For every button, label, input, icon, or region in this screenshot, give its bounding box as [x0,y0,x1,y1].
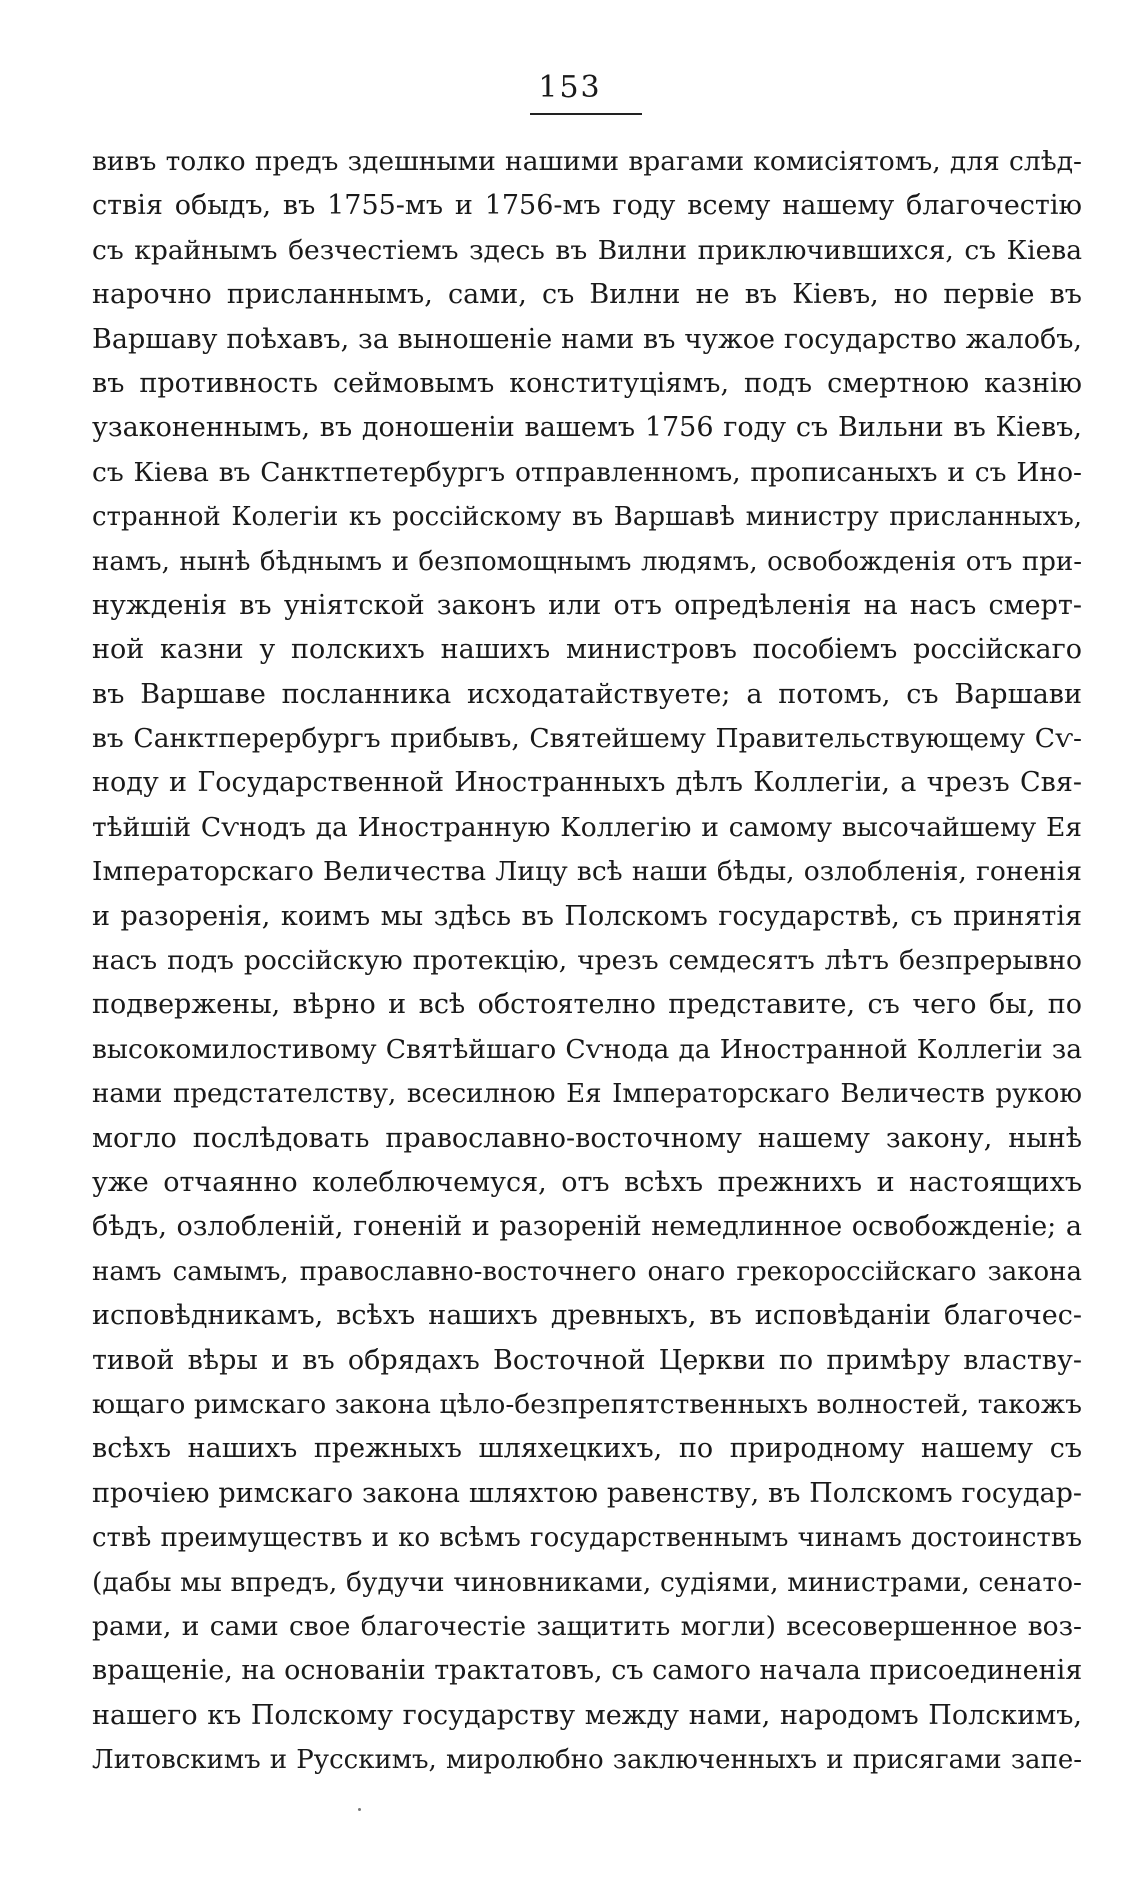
text-line: Варшаву поѣхавъ, за выношеніе нами въ чужое государство жалобъ, [92,323,1082,355]
text-line: могло послѣдовать православно-восточному нашему закону, нынѣ [92,1122,1082,1154]
text-line: намъ самымъ, православно-восточнего онаго грекороссійскаго закона [92,1256,1082,1287]
text-line: высокомилостивому Святѣйшаго Сѵнода да Иностранной Коллегіи за [92,1033,1082,1065]
text-line: нашего къ Полскому государству между нами, народомъ Полскимъ, [92,1699,1082,1731]
text-line: исповѣдникамъ, всѣхъ нашихъ древныхъ, въ исповѣданіи благочес- [92,1300,1082,1332]
text-line: въ Санктперербургъ прибывъ, Святейшему Правительствующему Сѵ- [92,723,1082,755]
text-line: Імператорскаго Величества Лицу всѣ наши бѣды, озлобленія, гоненія [92,856,1082,888]
text-line: намъ, нынѣ бѣднымъ и безпомощнымъ людямъ, освобожденія отъ при- [92,546,1082,577]
text-line: въ противность сеймовымъ конституціямъ, подъ смертною казнію [92,367,1082,399]
text-line: странной Колегіи къ россійскому въ Варшавѣ министру присланныхъ, [92,502,1082,533]
text-line: насъ подъ россійскую протекцію, чрезъ семдесятъ лѣтъ безпрерывно [92,945,1082,977]
text-line: бѣдъ, озлобленій, гоненій и разореній немедлинное освобожденіе; а [92,1211,1082,1243]
text-line: и разоренія, коимъ мы здѣсь въ Полскомъ государствѣ, съ принятія [92,900,1082,932]
text-line: прочіею римскаго закона шляхтою равенству, въ Полскомъ государ- [92,1477,1082,1509]
text-line: рами, и сами свое благочестіе защитить могли) всесовершенное воз- [92,1610,1082,1642]
text-line: нарочно присланнымъ, сами, съ Вилни не въ Кіевъ, но первіе въ [92,279,1082,311]
text-line: ноду и Государственной Иностранныхъ дѣлъ Коллегіи, а чрезъ Свя- [92,767,1082,799]
text-line: ствія обыдъ, въ 1755-мъ и 1756-мъ году всему нашему благочестію [92,190,1082,222]
text-line: съ Кіева въ Санктпетербургъ отправленномъ, прописаныхъ и съ Ино- [92,456,1082,488]
text-line: въ Варшаве посланника исходатайствуете; а потомъ, съ Варшави [92,678,1082,710]
text-line: узаконеннымъ, въ доношеніи вашемъ 1756 году съ Вильни въ Кіевъ, [92,412,1082,444]
text-line: вивъ толко предъ здешными нашими врагами комисіятомъ, для слѣд- [92,146,1082,177]
page-number: 153 [538,70,602,105]
text-line: всѣхъ нашихъ прежныхъ шляхецкихъ, по природному нашему съ [92,1433,1082,1465]
text-line: уже отчаянно колеблючемуся, отъ всѣхъ прежнихъ и настоящихъ [92,1166,1082,1198]
text-line: нами предстателству, всесилною Ея Імператорскаго Величеств рукою [92,1079,1082,1110]
paper-speck [358,1808,361,1811]
page-number-underline [530,113,642,115]
text-line: (дабы мы впредъ, будучи чиновниками, судіями, министрами, сенато- [92,1566,1082,1598]
text-line: Литовскимъ и Русскимъ, миролюбно заключенныхъ и присягами запе- [92,1745,1082,1776]
text-line: ствѣ преимуществъ и ко всѣмъ государственнымъ чинамъ достоинствъ [92,1523,1082,1554]
text-line: ной казни у полскихъ нашихъ министровъ пособіемъ россійскаго [92,634,1082,666]
text-line: тѣйшій Сѵнодъ да Иностранную Коллегію и самому высочайшему Ея [92,811,1082,843]
text-line: съ крайнымъ безчестіемъ здесь въ Вилни приключившихся, съ Кіева [92,234,1082,266]
text-line: вращеніе, на основаніи трактатовъ, съ самого начала присоединенія [92,1655,1082,1687]
text-line: ющаго римскаго закона цѣло-безпрепятственныхъ волностей, такожъ [92,1388,1082,1420]
text-line: подвержены, вѣрно и всѣ обстоятелно представите, съ чего бы, по [92,989,1082,1021]
body-text [92,140,1082,1782]
text-line: нужденія въ уніятской законъ или отъ опредѣленія на насъ смерт- [92,589,1082,621]
text-line: тивой вѣры и въ обрядахъ Восточной Церкви по примѣру властву- [92,1344,1082,1376]
